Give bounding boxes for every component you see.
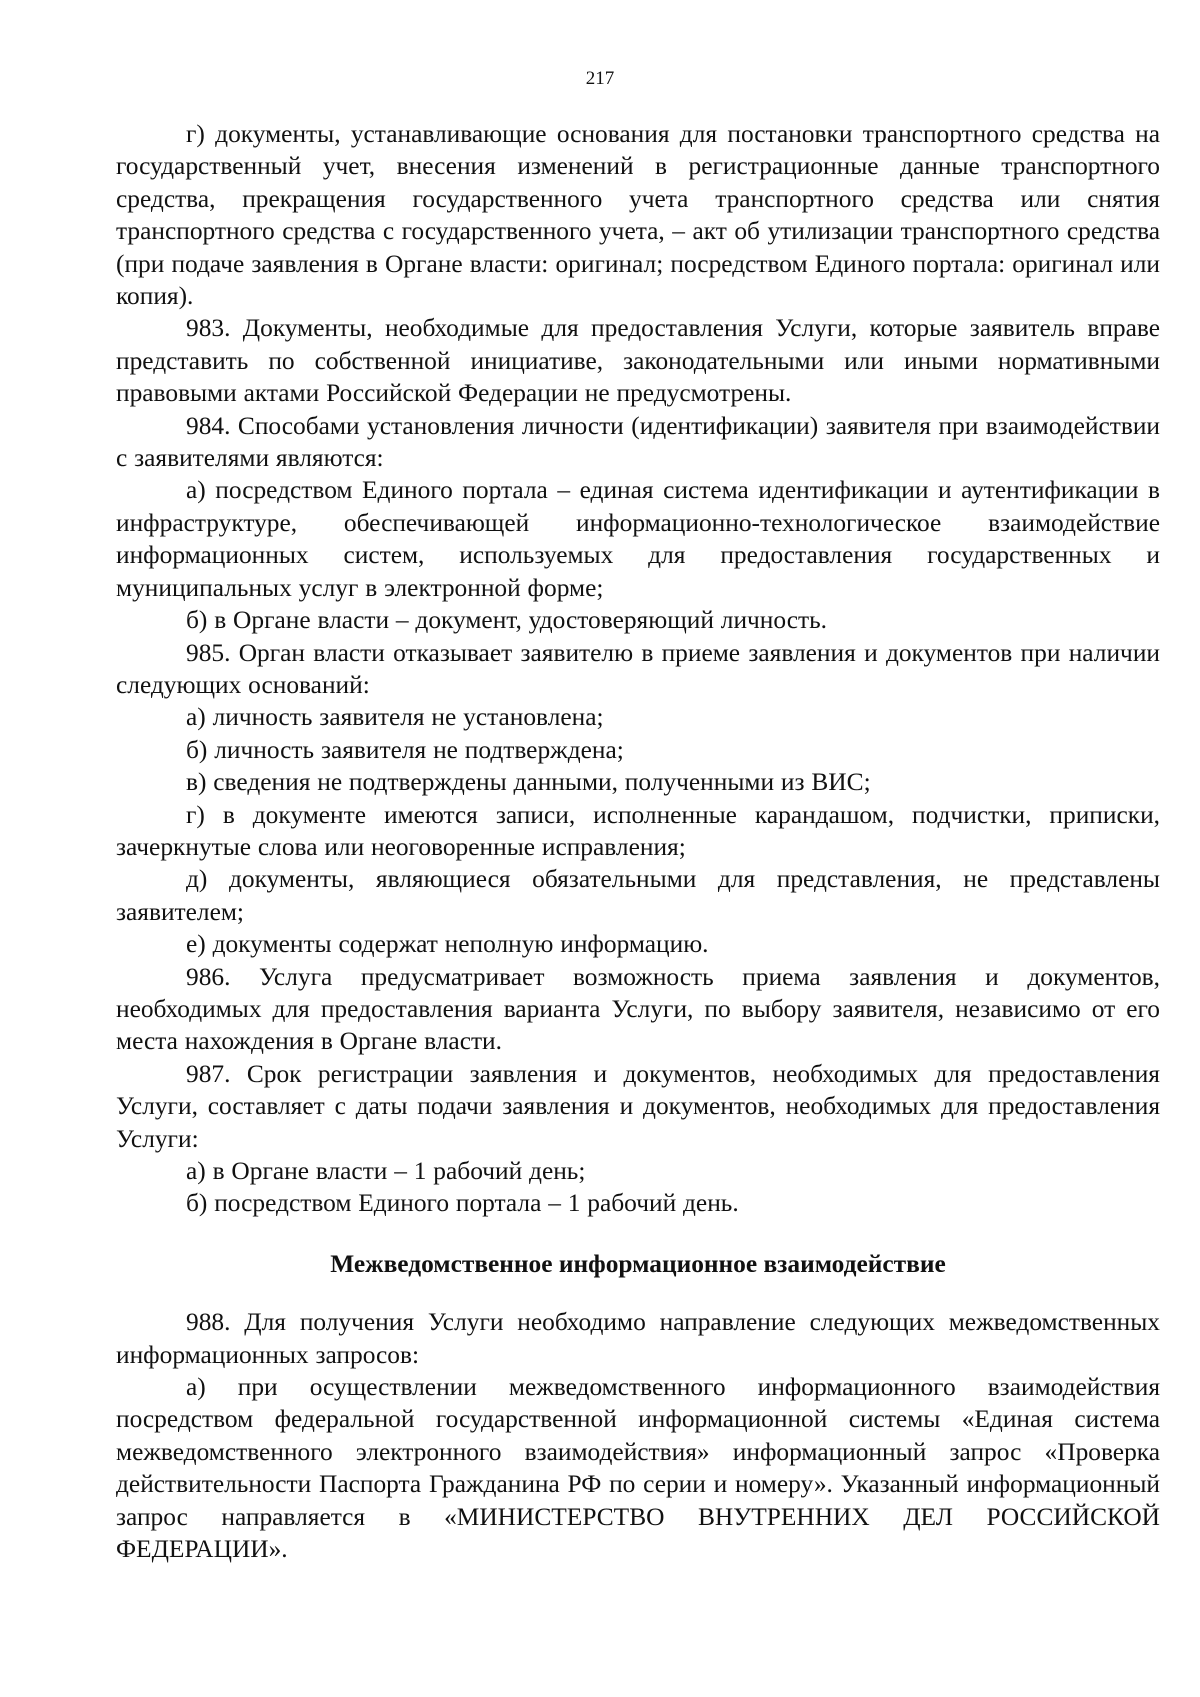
paragraph-983: 983. Документы, необходимые для предоставления Услуги, которые заявитель вправе представить по собственной инициативе, законодательными или иными нормативными правовыми актами Российской Федерации не предусмотрены. [116, 314, 1160, 408]
list-item: а) в Органе власти – 1 рабочий день; [186, 1157, 586, 1185]
list-item: д) документы, являющиеся обязательными для представления, не представлены заявителем; [116, 865, 1160, 926]
document-body [116, 118, 1160, 1565]
paragraph-986: 986. Услуга предусматривает возможность приема заявления и документов, необходимых для предоставления варианта Услуги, по выбору заявителя, независимо от его места нахождения в Органе власти. [116, 962, 1160, 1056]
list-item: б) в Органе власти – документ, удостоверяющий личность. [186, 606, 828, 635]
list-item: а) личность заявителя не установлена; [186, 703, 604, 732]
list-item: е) документы содержат неполную информацию. [186, 930, 709, 959]
paragraph-985: 985. Орган власти отказывает заявителю в приеме заявления и документов при наличии следующих оснований: [116, 638, 1160, 699]
paragraph: г) документы, устанавливающие основания для постановки транспортного средства на государственный учет, внесения изменений в регистрационные данные транспортного средства, прекращения государственного учета транспортного средства или снятия транспортного средства с государственного учета, – акт об утилизации транспортного средства (при подаче заявления в Органе власти: оригинал; посредством Единого портала: оригинал или копия). [116, 120, 1160, 311]
paragraph-987: 987. Срок регистрации заявления и документов, необходимых для предоставления Услуги, составляет с даты подачи заявления и документов, необходимых для предоставления Услуги: [116, 1059, 1160, 1153]
list-item: а) посредством Единого портала – единая система идентификации и аутентификации в инфраструктуре, обеспечивающей информационно-технологическое взаимодействие информационных систем, используемых для предоставления государственных и муниципальных услуг в электронной форме; [116, 476, 1160, 602]
page-number: 217 [585, 68, 615, 89]
list-item: а) при осуществлении межведомственного информационного взаимодействия посредством федеральной государственной информационной системы «Единая система межведомственного электронного взаимодействия» информационный запрос «Проверка действительности Паспорта Гражданина РФ по серии и номеру». Указанный информационный запрос направляется в «МИНИСТЕРСТВО ВНУТРЕННИХ ДЕЛ РОССИЙСКОЙ ФЕДЕРАЦИИ». [116, 1373, 1160, 1564]
list-item: б) посредством Единого портала – 1 рабочий день. [186, 1189, 739, 1218]
paragraph-984: 984. Способами установления личности (идентификации) заявителя при взаимодействии с заявителями являются: [116, 411, 1160, 473]
list-item: г) в документе имеются записи, исполненные карандашом, подчистки, приписки, зачеркнутые слова или неоговоренные исправления; [116, 800, 1160, 861]
section-heading: Межведомственное информационное взаимодействие [330, 1249, 946, 1278]
paragraph-988: 988. Для получения Услуги необходимо направление следующих межведомственных информационных запросов: [116, 1308, 1160, 1369]
list-item: б) личность заявителя не подтверждена; [186, 735, 624, 764]
list-item: в) сведения не подтверждены данными, полученными из ВИС; [186, 768, 871, 797]
